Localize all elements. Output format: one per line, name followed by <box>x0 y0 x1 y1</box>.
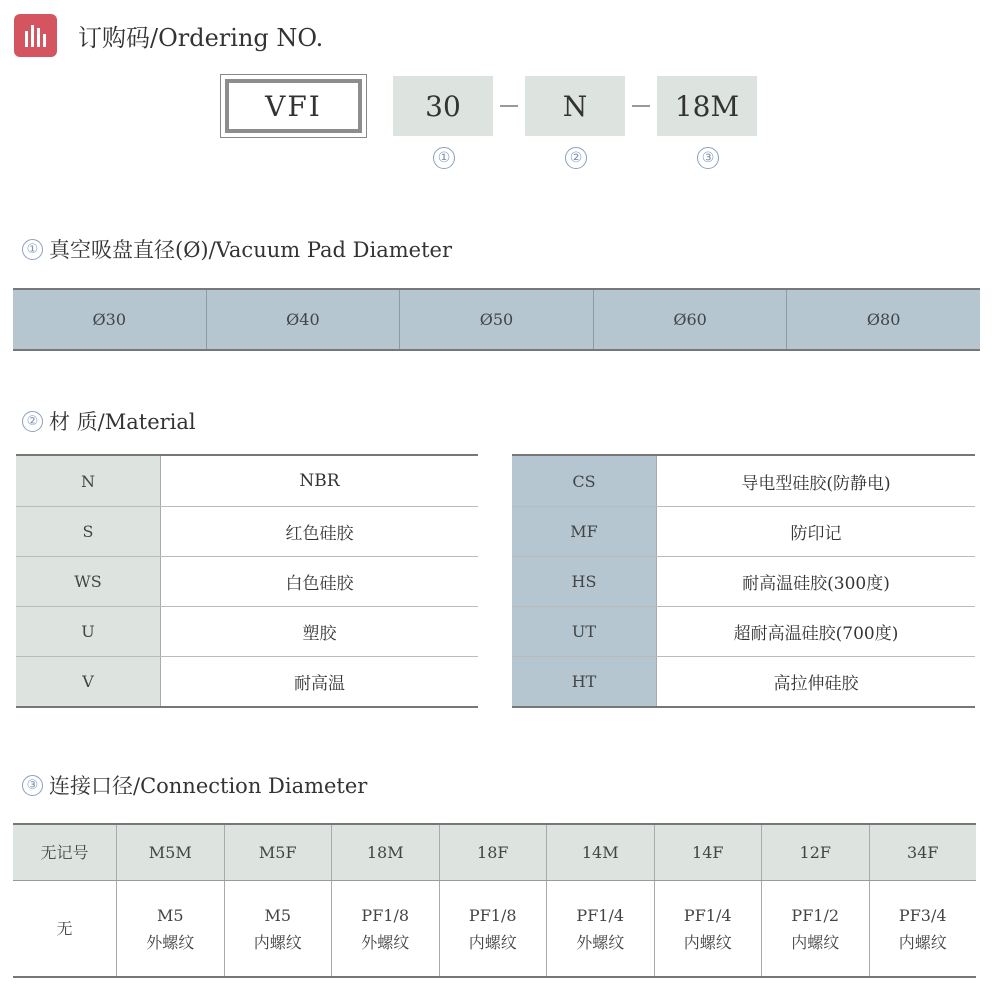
value-line-1: PF1/8 <box>468 905 517 925</box>
diameter-cell: Ø60 <box>593 290 787 349</box>
diameter-table <box>13 288 980 351</box>
diameter-cell: Ø50 <box>399 290 593 349</box>
value-line-1: PF1/4 <box>683 905 732 925</box>
value-line-1: PF1/8 <box>361 905 410 925</box>
table-row <box>16 606 478 656</box>
value-line-1: PF1/4 <box>576 905 625 925</box>
material-desc: 超耐高温硅胶(700度) <box>733 624 899 644</box>
material-desc: 耐高温硅胶(300度) <box>742 574 890 594</box>
table-row <box>16 456 478 506</box>
section-3-marker: ③ <box>22 775 43 796</box>
material-desc: 白色硅胶 <box>285 574 354 594</box>
connection-table <box>13 823 976 978</box>
section-1-heading <box>22 234 452 264</box>
value-line-2: 内螺纹 <box>898 932 947 952</box>
marker-2: ② <box>565 147 587 169</box>
value-cell <box>869 881 977 976</box>
material-desc: 高拉伸硅胶 <box>773 674 859 694</box>
material-code: HT <box>512 657 657 706</box>
value-line-1: 无 <box>56 919 73 938</box>
table-row <box>512 606 975 656</box>
header-cell: 34F <box>869 825 977 880</box>
section-2-marker: ② <box>22 411 43 432</box>
value-cell <box>761 881 869 976</box>
value-line-2: 内螺纹 <box>253 932 302 952</box>
header-cell: M5M <box>116 825 224 880</box>
section-2-heading <box>22 406 196 436</box>
section-3-heading <box>22 770 367 800</box>
value-cell <box>224 881 332 976</box>
ordering-code-prefix: VFI <box>225 79 362 133</box>
material-desc: 红色硅胶 <box>285 524 354 544</box>
table-row <box>16 506 478 556</box>
value-line-2: 外螺纹 <box>576 932 625 952</box>
diameter-cell: Ø30 <box>92 310 127 329</box>
material-code: S <box>16 507 161 556</box>
value-cell <box>546 881 654 976</box>
material-desc: 塑胶 <box>302 624 337 644</box>
header-cell: 12F <box>761 825 869 880</box>
section-2-title: 材 质/Material <box>49 410 196 434</box>
marker-3: ③ <box>697 147 719 169</box>
section-1-marker: ① <box>22 239 43 260</box>
value-cell <box>331 881 439 976</box>
table-header-row <box>13 825 976 881</box>
material-code: CS <box>512 456 657 506</box>
table-row <box>512 456 975 506</box>
ordering-code-prefix-box <box>220 74 367 138</box>
material-code: U <box>16 607 161 656</box>
bar-chart-icon <box>14 14 57 57</box>
material-desc: 耐高温 <box>294 674 345 694</box>
header-cell: 14M <box>546 825 654 880</box>
value-line-1: M5 <box>264 905 292 925</box>
header-cell: 18M <box>331 825 439 880</box>
header-cell: M5F <box>224 825 332 880</box>
table-row <box>512 556 975 606</box>
header-cell: 无记号 <box>40 843 89 862</box>
ordering-code-part-1: 30 <box>393 76 493 136</box>
material-desc: 导电型硅胶(防静电) <box>741 473 891 494</box>
material-code: MF <box>512 507 657 556</box>
value-cell <box>116 881 224 976</box>
value-line-2: 内螺纹 <box>791 932 840 952</box>
value-line-1: M5 <box>156 905 184 925</box>
section-3-title: 连接口径/Connection Diameter <box>49 774 368 798</box>
section-1-title: 真空吸盘直径(Ø)/Vacuum Pad Diameter <box>49 238 452 262</box>
dash-separator <box>500 105 518 107</box>
value-line-2: 外螺纹 <box>361 932 410 952</box>
table-row <box>16 656 478 706</box>
value-line-2: 内螺纹 <box>468 932 517 952</box>
material-table-left <box>16 454 478 708</box>
dash-separator <box>632 105 650 107</box>
material-desc: NBR <box>299 471 340 491</box>
value-cell <box>13 881 116 976</box>
header-cell: 14F <box>654 825 762 880</box>
ordering-code-part-3: 18M <box>657 76 757 136</box>
material-code: HS <box>512 557 657 606</box>
marker-1: ① <box>433 147 455 169</box>
table-row <box>512 506 975 556</box>
material-desc: 防印记 <box>790 524 842 544</box>
value-line-2: 外螺纹 <box>146 932 195 952</box>
value-cell <box>439 881 547 976</box>
material-code: UT <box>512 607 657 656</box>
material-code: V <box>16 657 161 706</box>
diameter-cell: Ø40 <box>206 290 400 349</box>
table-row <box>16 556 478 606</box>
table-row <box>13 881 976 976</box>
diameter-cell: Ø80 <box>786 290 980 349</box>
value-line-2: 内螺纹 <box>683 932 732 952</box>
material-code: N <box>16 456 161 506</box>
page-title: 订购码/Ordering NO. <box>78 24 324 52</box>
ordering-code-part-2: N <box>525 76 625 136</box>
material-table-right <box>512 454 975 708</box>
material-code: WS <box>16 557 161 606</box>
value-line-1: PF3/4 <box>898 905 947 925</box>
header-cell: 18F <box>439 825 547 880</box>
table-row <box>512 656 975 706</box>
value-line-1: PF1/2 <box>791 905 840 925</box>
value-cell <box>654 881 762 976</box>
